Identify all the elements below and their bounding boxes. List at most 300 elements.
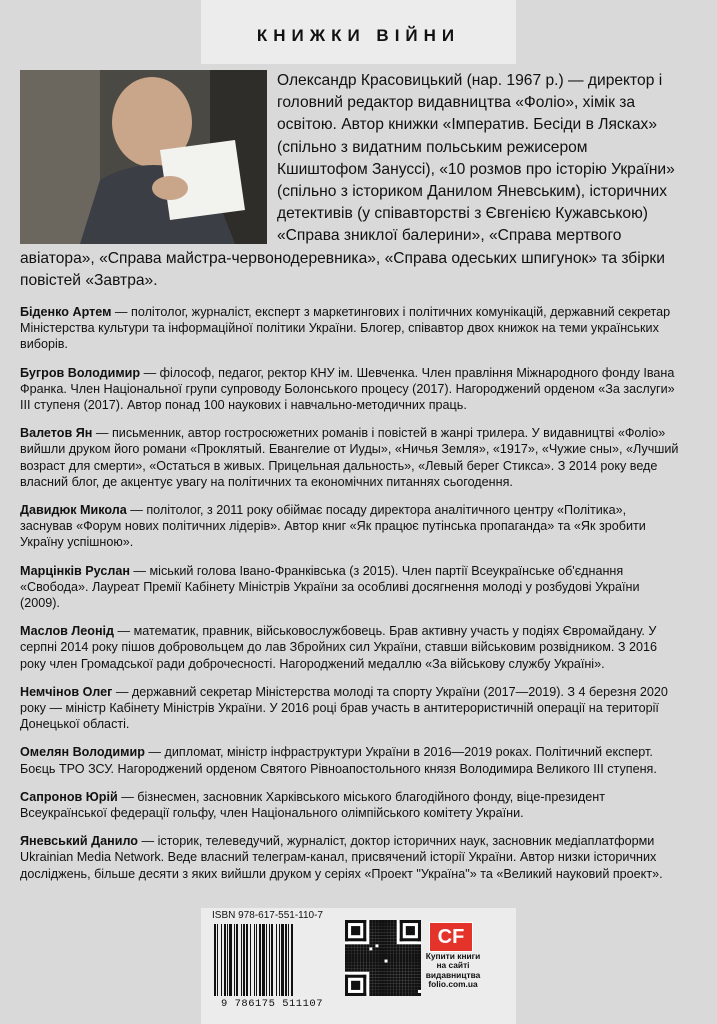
qr-cell xyxy=(378,984,381,987)
qr-cell xyxy=(372,966,375,969)
qr-cell xyxy=(403,984,406,987)
qr-cell xyxy=(378,972,381,975)
qr-cell xyxy=(388,987,391,990)
qr-cell xyxy=(375,981,378,984)
qr-cell xyxy=(409,950,412,953)
qr-cell xyxy=(403,987,406,990)
qr-cell xyxy=(388,950,391,953)
qr-cell xyxy=(388,969,391,972)
qr-cell xyxy=(378,932,381,935)
qr-cell xyxy=(406,984,409,987)
qr-cell xyxy=(372,938,375,941)
qr-cell xyxy=(372,944,375,947)
qr-cell xyxy=(354,944,357,947)
barcode-bar xyxy=(269,924,270,996)
qr-cell xyxy=(360,969,363,972)
qr-cell xyxy=(378,993,381,996)
qr-cell xyxy=(369,990,372,993)
qr-cell xyxy=(375,947,378,950)
qr-cell xyxy=(366,947,369,950)
qr-cell xyxy=(418,947,421,950)
list-item xyxy=(20,425,682,490)
qr-cell xyxy=(372,978,375,981)
qr-cell xyxy=(412,990,415,993)
qr-cell xyxy=(397,950,400,953)
qr-cell xyxy=(388,935,391,938)
qr-cell xyxy=(378,944,381,947)
qr-cell xyxy=(406,990,409,993)
qr-cell xyxy=(385,972,388,975)
qr-cell xyxy=(369,984,372,987)
qr-cell xyxy=(391,981,394,984)
qr-cell xyxy=(375,953,378,956)
qr-cell xyxy=(418,978,421,981)
contributor-name: Немчінов Олег xyxy=(20,684,113,699)
contributor-name: Яневський Данило xyxy=(20,834,138,849)
qr-cell xyxy=(357,963,360,966)
qr-cell xyxy=(375,938,378,941)
qr-cell xyxy=(409,987,412,990)
qr-cell xyxy=(415,981,418,984)
qr-cell xyxy=(400,981,403,984)
qr-cell xyxy=(412,987,415,990)
qr-cell xyxy=(375,978,378,981)
qr-cell xyxy=(391,963,394,966)
qr-cell xyxy=(391,932,394,935)
qr-cell xyxy=(348,956,351,959)
qr-cell xyxy=(378,956,381,959)
qr-cell xyxy=(381,972,384,975)
qr-cell xyxy=(409,953,412,956)
contributor-description: — політолог, з 2011 року обіймає посаду директора аналітичного центру «Політика», заснував «Форум нових політичних лідерів». Автор книг «Як працює путінська пропаганда» та «Як зробити Україну успішною». xyxy=(20,503,646,550)
qr-cell xyxy=(363,960,366,963)
qr-cell xyxy=(357,944,360,947)
contributor-description: — державний секретар Міністерства молоді та спорту України (2017—2019). З 4 березня 2020 року — міністр Кабінету Міністрів України. У 2016 році брав участь в антитерористичній операції на території Донецької області. xyxy=(20,684,668,732)
barcode-bar xyxy=(224,924,226,996)
list-item xyxy=(20,833,682,882)
qr-cell xyxy=(415,953,418,956)
list-item xyxy=(20,365,682,414)
list-item xyxy=(20,502,682,551)
qr-cell xyxy=(409,984,412,987)
qr-cell xyxy=(375,950,378,953)
qr-cell xyxy=(418,969,421,972)
qr-cell xyxy=(378,950,381,953)
qr-cell xyxy=(397,990,400,993)
qr-cell xyxy=(348,950,351,953)
qr-cell xyxy=(391,926,394,929)
qr-cell xyxy=(415,969,418,972)
qr-cell xyxy=(403,956,406,959)
contributor-name: Бугров Володимир xyxy=(20,365,141,380)
barcode-bar xyxy=(243,924,245,996)
qr-cell xyxy=(363,975,366,996)
qr-cell xyxy=(391,984,394,987)
qr-cell xyxy=(369,920,372,923)
barcode-bar xyxy=(241,924,242,996)
qr-cell xyxy=(403,960,406,963)
qr-cell xyxy=(345,938,366,941)
qr-cell xyxy=(394,926,397,929)
qr-cell xyxy=(345,920,366,923)
qr-cell xyxy=(391,960,394,963)
qr-cell xyxy=(378,920,381,923)
qr-cell xyxy=(375,972,378,975)
qr-cell xyxy=(372,923,375,926)
contributor-description: — міський голова Івано-Франківська (з 2015). Член партії Всеукраїнське об'єднання «Свобода». Лауреат Премії Кабінету Міністрів України за особливі досягнення молоді у розбудові України (2009). xyxy=(20,563,640,611)
qr-cell xyxy=(388,926,391,929)
qr-cell xyxy=(412,963,415,966)
qr-cell xyxy=(412,975,415,978)
qr-cell xyxy=(409,990,412,993)
qr-cell xyxy=(403,969,406,972)
qr-cell xyxy=(372,987,375,990)
qr-cell xyxy=(418,981,421,984)
qr-cell xyxy=(415,993,418,996)
qr-cell xyxy=(388,923,391,926)
qr-cell xyxy=(409,972,412,975)
barcode-bar xyxy=(281,924,284,996)
qr-cell xyxy=(381,990,384,993)
buy-books-text: Купити книги на сайті видавництва folio.com.ua xyxy=(425,951,481,990)
qr-cell xyxy=(375,956,378,959)
qr-cell xyxy=(375,969,378,972)
qr-cell xyxy=(412,972,415,975)
qr-cell xyxy=(391,944,394,947)
qr-cell xyxy=(406,993,409,996)
qr-cell xyxy=(391,941,394,944)
qr-cell xyxy=(381,929,384,932)
qr-cell xyxy=(409,966,412,969)
qr-cell xyxy=(391,947,394,950)
qr-cell xyxy=(385,947,388,950)
qr-cell xyxy=(363,966,366,969)
qr-cell xyxy=(369,963,372,966)
qr-cell xyxy=(391,923,394,926)
qr-cell xyxy=(385,978,388,981)
qr-cell xyxy=(406,944,409,947)
qr-cell xyxy=(366,944,369,947)
qr-cell xyxy=(406,969,409,972)
qr-cell xyxy=(403,944,406,947)
barcode-bar xyxy=(262,924,265,996)
qr-cell xyxy=(357,950,360,953)
qr-cell xyxy=(397,987,400,990)
qr-cell xyxy=(372,984,375,987)
qr-cell xyxy=(388,981,391,984)
qr-cell xyxy=(360,960,363,963)
qr-cell xyxy=(418,966,421,969)
series-title: КНИЖКИ ВІЙНИ xyxy=(256,26,461,45)
list-item xyxy=(20,563,682,612)
barcode xyxy=(212,924,332,996)
qr-cell xyxy=(409,978,412,981)
qr-cell xyxy=(345,920,348,941)
qr-cell xyxy=(381,956,384,959)
qr-cell xyxy=(394,953,397,956)
qr-cell xyxy=(397,960,400,963)
qr-cell xyxy=(378,935,381,938)
qr-cell xyxy=(388,984,391,987)
qr-cell xyxy=(375,926,378,929)
qr-cell xyxy=(415,978,418,981)
qr-cell xyxy=(381,947,384,950)
qr-cell xyxy=(369,953,372,956)
qr-cell xyxy=(369,923,372,926)
qr-cell xyxy=(372,935,375,938)
qr-cell xyxy=(351,944,354,947)
contributor-name: Маслов Леонід xyxy=(20,624,115,639)
qr-cell xyxy=(400,920,403,941)
qr-cell xyxy=(385,944,388,947)
qr-cell xyxy=(378,929,381,932)
qr-cell xyxy=(369,944,372,947)
contributor-description: — історик, телеведучий, журналіст, доктор історичних наук, засновник медіаплатформи Ukrainian Media Network. Веде власний телеграм-канал, присвячений історії України. Автор низки історичних досліджень, більше десяти з яких вийшли друком у серіях «Проект "Україна"» та «Великий науковий проект». xyxy=(20,834,663,881)
qr-cell xyxy=(375,990,378,993)
qr-cell xyxy=(388,932,391,935)
qr-cell xyxy=(400,987,403,990)
qr-cell xyxy=(400,969,403,972)
qr-cell xyxy=(415,944,418,947)
qr-cell xyxy=(369,926,372,929)
qr-cell xyxy=(351,969,354,972)
qr-cell xyxy=(363,920,366,941)
qr-cell xyxy=(372,941,375,944)
qr-cell xyxy=(360,963,363,966)
contributor-name: Омелян Володимир xyxy=(20,745,145,760)
qr-cell xyxy=(415,972,418,975)
qr-cell xyxy=(394,920,397,923)
qr-cell xyxy=(354,960,357,963)
contributor-name: Давидюк Микола xyxy=(20,503,127,518)
qr-cell xyxy=(363,953,366,956)
qr-cell xyxy=(415,960,418,963)
qr-cell xyxy=(381,969,384,972)
qr-cell xyxy=(378,953,381,956)
qr-cell xyxy=(406,926,415,935)
qr-cell xyxy=(385,929,388,932)
qr-cell xyxy=(369,941,372,944)
qr-cell xyxy=(372,960,375,963)
qr-cell xyxy=(415,990,418,993)
qr-cell xyxy=(415,950,418,953)
qr-cell xyxy=(375,935,378,938)
qr-cell xyxy=(400,993,403,996)
qr-cell xyxy=(381,975,384,978)
qr-cell xyxy=(357,966,360,969)
qr-cell xyxy=(369,935,372,938)
qr-cell xyxy=(418,987,421,990)
qr-cell xyxy=(372,932,375,935)
qr-cell xyxy=(372,972,375,975)
qr-cell xyxy=(348,963,351,966)
barcode-bar xyxy=(227,924,228,996)
qr-cell xyxy=(369,929,372,932)
qr-cell xyxy=(345,960,348,963)
qr-cell xyxy=(345,953,348,956)
qr-cell xyxy=(381,981,384,984)
qr-cell xyxy=(385,993,388,996)
qr-cell xyxy=(378,978,381,981)
barcode-number: 9 786175 511107 xyxy=(220,998,323,1010)
qr-cell xyxy=(381,920,384,923)
qr-cell xyxy=(409,993,412,996)
qr-cell xyxy=(381,923,384,926)
qr-cell xyxy=(409,960,412,963)
qr-cell xyxy=(375,975,378,978)
qr-cell xyxy=(369,975,372,978)
barcode-bar xyxy=(246,924,248,996)
qr-cell xyxy=(369,956,372,959)
qr-cell xyxy=(381,950,384,953)
barcode-bar xyxy=(271,924,273,996)
qr-cell xyxy=(415,963,418,966)
qr-cell xyxy=(403,981,406,984)
qr-cell xyxy=(406,953,409,956)
qr-cell xyxy=(412,956,415,959)
qr-cell xyxy=(345,966,348,969)
qr-cell xyxy=(372,981,375,984)
contributor-description: — філософ, педагог, ректор КНУ ім. Шевченка. Член правління Міжнародного фонду Івана Франка. Член Національної групи супроводу Болонського процесу (2017). Нагороджений орденом «За заслуги» ІІІ ступеня (2017). Автор понад 100 наукових і навчально-методичних праць. xyxy=(20,365,675,413)
list-item xyxy=(20,623,682,672)
qr-cell xyxy=(381,993,384,996)
qr-cell xyxy=(378,969,381,972)
qr-cell xyxy=(385,950,388,953)
qr-cell xyxy=(378,981,381,984)
qr-cell xyxy=(357,953,360,956)
isbn-label: ISBN 978-617-551-110-7 xyxy=(212,910,323,921)
qr-cell xyxy=(381,966,384,969)
qr-cell xyxy=(369,987,372,990)
qr-cell xyxy=(366,953,369,956)
qr-cell xyxy=(388,953,391,956)
qr-cell xyxy=(412,950,415,953)
list-item xyxy=(20,304,682,353)
qr-cell xyxy=(354,953,357,956)
qr-cell xyxy=(363,947,366,950)
qr-cell xyxy=(409,969,412,972)
qr-cell xyxy=(385,920,388,923)
qr-cell xyxy=(348,969,351,972)
contributor-name: Марцінків Руслан xyxy=(20,563,130,578)
qr-cell xyxy=(385,935,388,938)
qr-cell xyxy=(369,993,372,996)
qr-cell xyxy=(372,975,375,978)
qr-cell xyxy=(363,969,366,972)
qr-cell xyxy=(394,975,397,978)
qr-cell xyxy=(394,941,397,944)
qr-cell xyxy=(412,981,415,984)
qr-cell xyxy=(388,975,391,978)
qr-cell xyxy=(385,984,388,987)
qr-cell xyxy=(394,956,397,959)
qr-cell xyxy=(351,950,354,953)
qr-cell xyxy=(409,944,412,947)
qr-cell xyxy=(388,990,391,993)
contributor-name: Сапронов Юрій xyxy=(20,789,118,804)
qr-cell xyxy=(369,938,372,941)
qr-cell xyxy=(400,972,403,975)
qr-cell xyxy=(378,947,381,950)
qr-cell xyxy=(394,987,397,990)
contributor-name: Валетов Ян xyxy=(20,426,93,441)
qr-cell xyxy=(385,975,388,978)
qr-cell xyxy=(372,990,375,993)
qr-cell xyxy=(381,963,384,966)
qr-cell xyxy=(397,969,400,972)
barcode-bar xyxy=(288,924,289,996)
qr-cell xyxy=(403,950,406,953)
qr-cell xyxy=(372,956,375,959)
qr-cell xyxy=(397,972,400,975)
qr-cell xyxy=(391,990,394,993)
qr-cell xyxy=(381,935,384,938)
qr-cell xyxy=(391,935,394,938)
qr-cell xyxy=(375,929,378,932)
qr-cell xyxy=(366,969,369,972)
qr-cell xyxy=(388,947,391,950)
qr-cell xyxy=(351,926,360,935)
qr-cell xyxy=(348,953,351,956)
qr-cell xyxy=(363,944,366,947)
qr-cell xyxy=(388,966,391,969)
qr-cell xyxy=(406,950,409,953)
qr-cell xyxy=(415,975,418,978)
qr-cell xyxy=(345,950,348,953)
qr-cell xyxy=(345,993,366,996)
qr-cell xyxy=(412,984,415,987)
qr-cell xyxy=(412,969,415,972)
qr-cell xyxy=(415,984,418,987)
qr-cell xyxy=(400,944,403,947)
qr-cell xyxy=(388,960,391,963)
barcode-bar xyxy=(266,924,267,996)
qr-cell xyxy=(357,960,360,963)
qr-cell xyxy=(357,947,360,950)
qr-cell xyxy=(409,947,412,950)
qr-cell xyxy=(412,966,415,969)
barcode-bar xyxy=(214,924,216,996)
qr-cell xyxy=(397,953,400,956)
qr-cell xyxy=(381,984,384,987)
qr-cell xyxy=(385,953,388,956)
qr-cell xyxy=(394,984,397,987)
qr-cell xyxy=(366,950,369,953)
qr-cell xyxy=(375,963,378,966)
qr-cell xyxy=(372,920,375,923)
qr-cell xyxy=(406,956,409,959)
barcode-bar xyxy=(259,924,261,996)
barcode-bar xyxy=(285,924,287,996)
qr-cell xyxy=(412,953,415,956)
qr-cell xyxy=(369,972,372,975)
qr-cell xyxy=(378,966,381,969)
qr-cell xyxy=(415,987,418,990)
qr-cell xyxy=(360,953,363,956)
contributor-description: — письменник, автор гостросюжетних романів і повістей в жанрі трилера. У видавництві «Фоліо» вийшли друком його романи «Проклятый. Евангелие от Иуды», «Ничья Земля», «1917», «Чужие сны», «Лучший возраст для смерти», «Остаться в живых. Прицельная дальность», «Левый берег Стикса». З 2014 року веде власний блог, де акцентує увагу на політичних та економічних питаннях сьогодення. xyxy=(20,426,679,489)
qr-cell xyxy=(375,984,378,987)
qr-cell xyxy=(378,923,381,926)
qr-cell xyxy=(348,966,351,969)
qr-cell xyxy=(345,956,348,959)
qr-cell xyxy=(369,978,372,981)
qr-cell xyxy=(351,947,354,950)
qr-cell xyxy=(385,963,388,966)
qr-cell xyxy=(385,938,388,941)
qr-cell xyxy=(418,953,421,956)
qr-cell xyxy=(388,938,391,941)
qr-cell xyxy=(406,975,409,978)
